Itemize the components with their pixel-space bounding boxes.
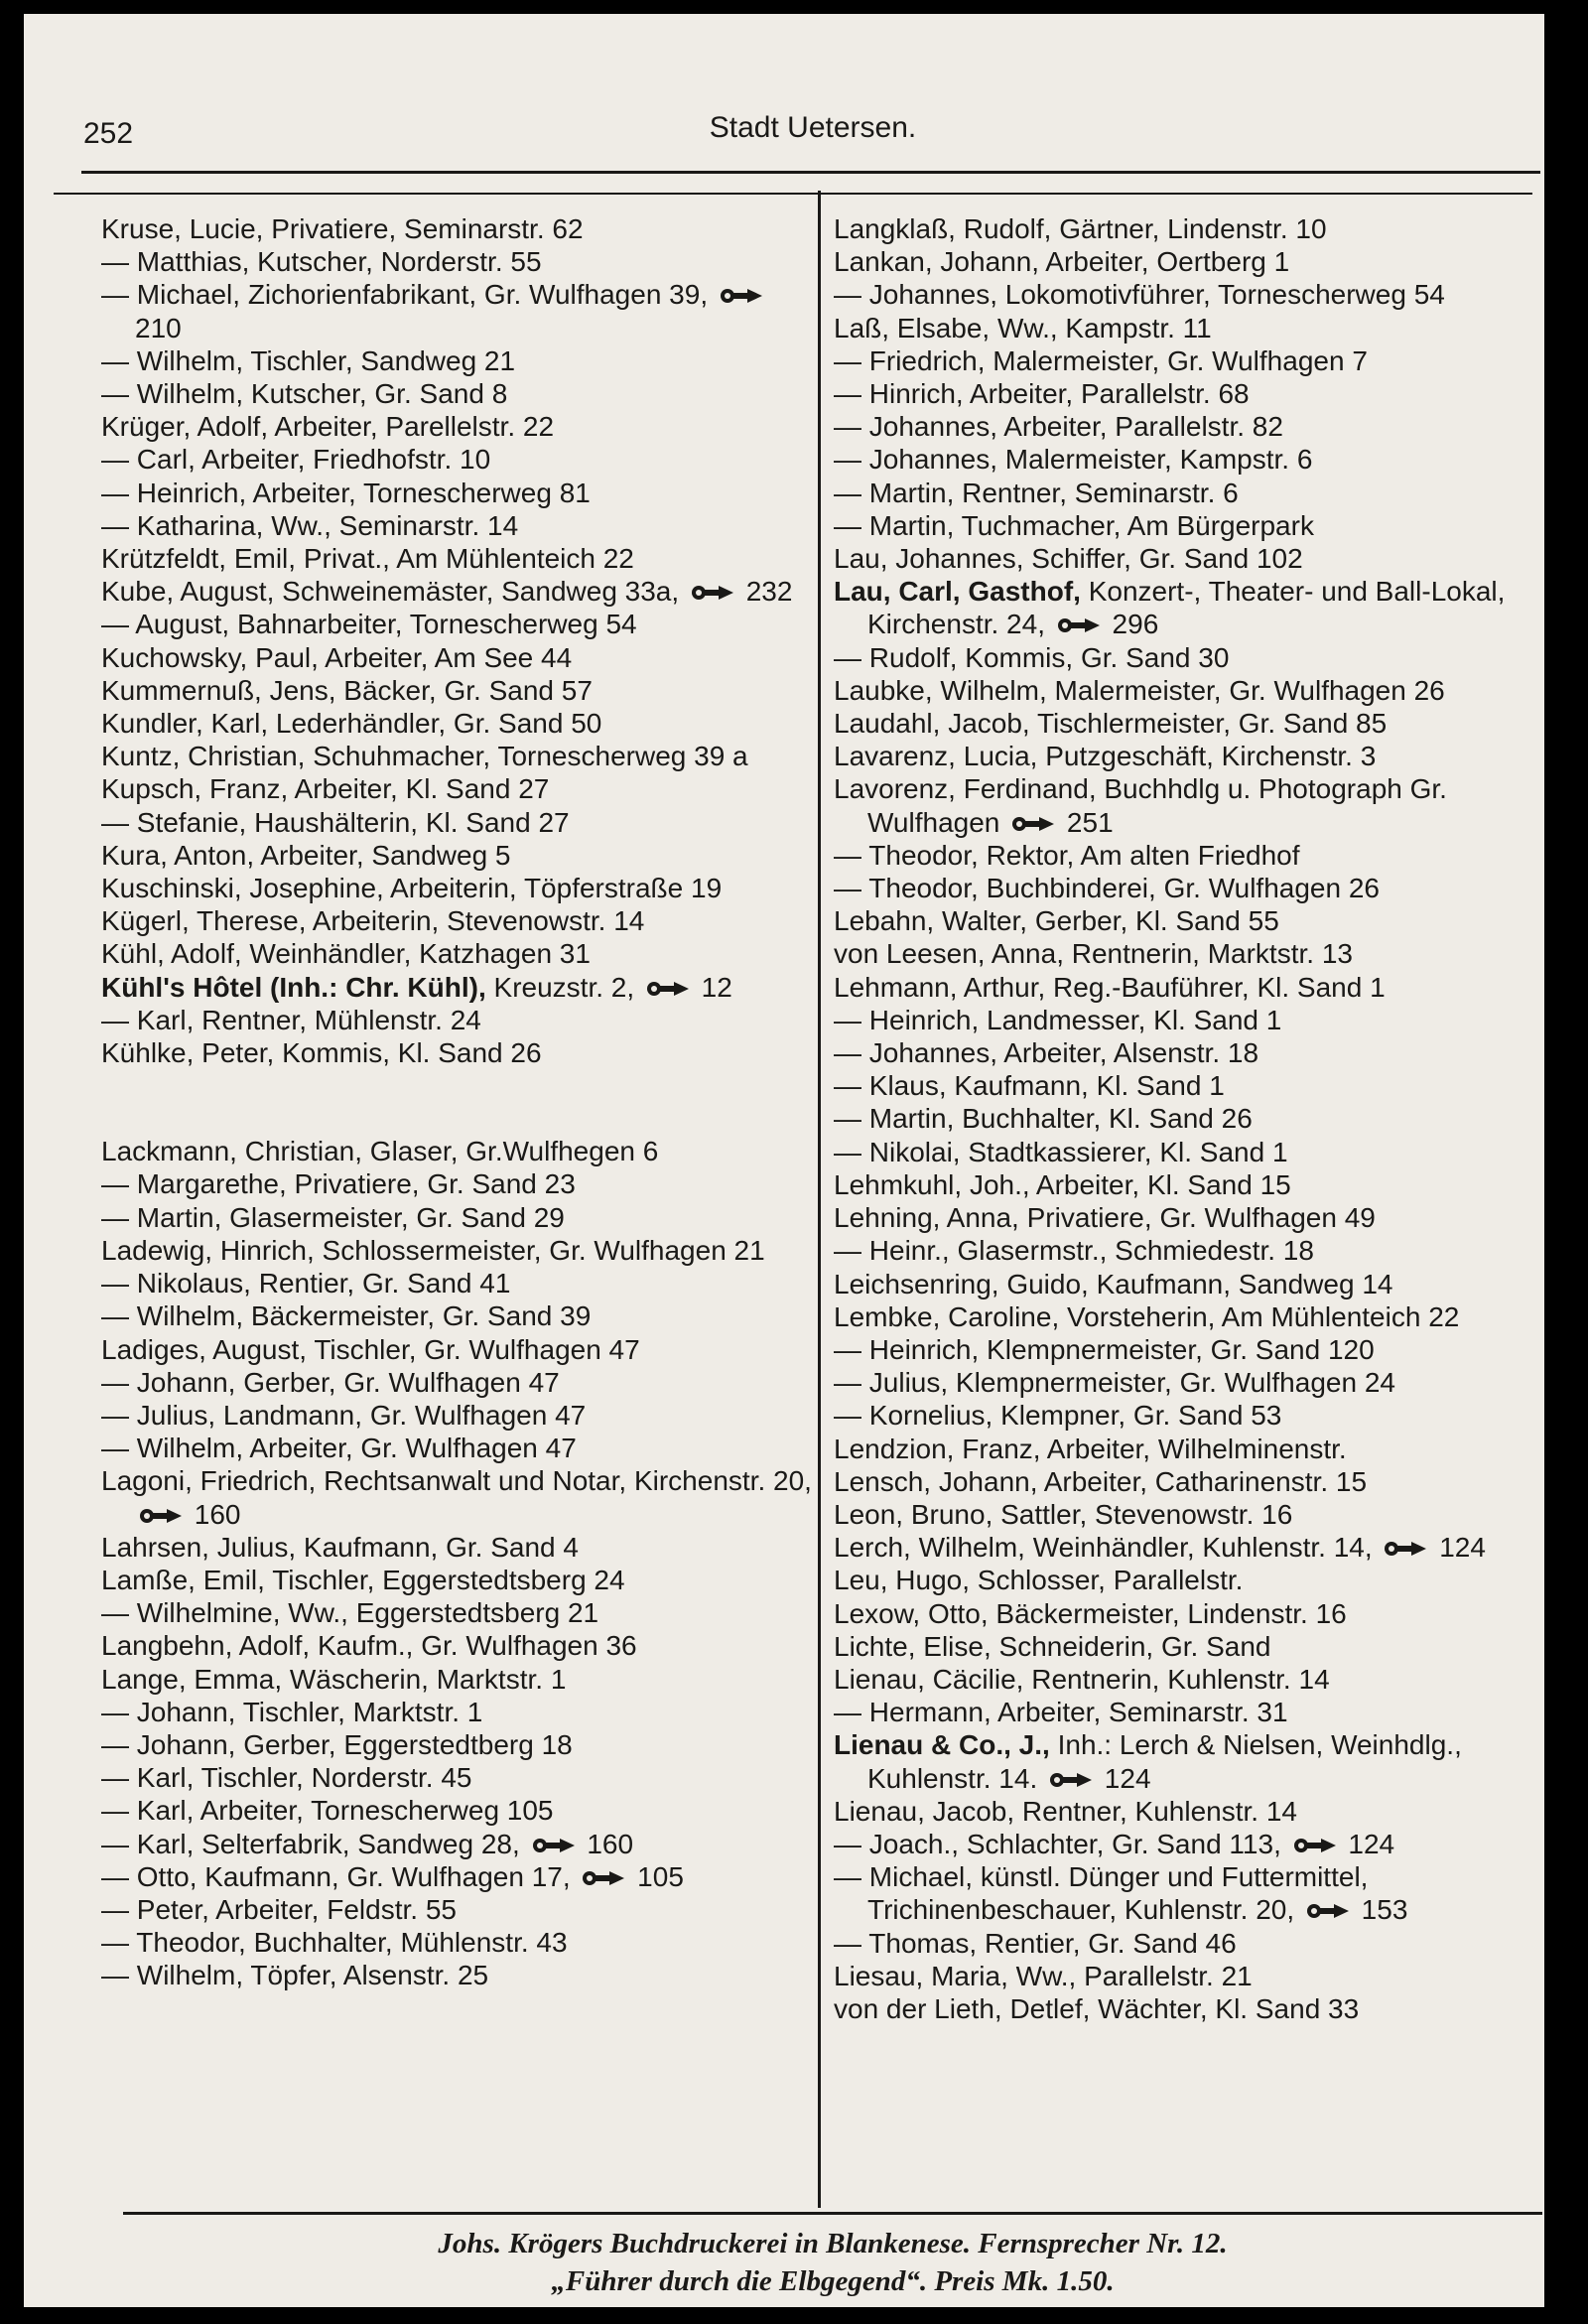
directory-entry: Lehning, Anna, Privatiere, Gr. Wulfhagen 49 xyxy=(834,1202,1376,1234)
directory-entry: Kuntz, Christian, Schuhmacher, Tornescherweg 39 a xyxy=(101,741,748,772)
directory-entry: Lehmann, Arthur, Reg.-Bauführer, Kl. Sand 1 xyxy=(834,971,1386,1003)
directory-entry: — Karl, Tischler, Norderstr. 45 xyxy=(101,1762,472,1794)
directory-entry: — Johann, Gerber, Eggerstedtberg 18 xyxy=(101,1728,573,1760)
directory-entry: — Martin, Rentner, Seminarstr. 6 xyxy=(834,477,1239,508)
section-gap xyxy=(101,1069,812,1135)
directory-entry: — Karl, Rentner, Mühlenstr. 24 xyxy=(101,1004,481,1035)
directory-entry: Kupsch, Franz, Arbeiter, Kl. Sand 27 xyxy=(101,773,550,805)
directory-entry: — Martin, Buchhalter, Kl. Sand 26 xyxy=(834,1103,1253,1135)
telephone-icon xyxy=(582,1869,625,1887)
directory-entry: Lebahn, Walter, Gerber, Kl. Sand 55 xyxy=(834,905,1279,937)
page-title: Stadt Uetersen. xyxy=(709,111,917,144)
page-number: 252 xyxy=(83,117,134,150)
directory-entry: — Wilhelm, Arbeiter, Gr. Wulfhagen 47 xyxy=(101,1433,577,1464)
directory-entry: — Johannes, Arbeiter, Parallelstr. 82 xyxy=(834,411,1283,443)
column-top-rule xyxy=(54,193,1532,195)
directory-entry: Ladiges, August, Tischler, Gr. Wulfhagen 47 xyxy=(101,1333,640,1365)
directory-entry: — Matthias, Kutscher, Norderstr. 55 xyxy=(101,246,542,278)
directory-entry: — Heinr., Glasermstr., Schmiedestr. 18 xyxy=(834,1235,1314,1267)
telephone-icon xyxy=(532,1837,576,1854)
footer-rule xyxy=(123,2212,1542,2215)
directory-entry: Lau, Johannes, Schiffer, Gr. Sand 102 xyxy=(834,543,1303,575)
column-divider xyxy=(818,191,821,2208)
directory-entry: Lehmkuhl, Joh., Arbeiter, Kl. Sand 15 xyxy=(834,1168,1291,1200)
directory-entry: Laubke, Wilhelm, Malermeister, Gr. Wulfhagen 26 xyxy=(834,674,1445,706)
directory-entry: — Michael, Zichorienfabrikant, Gr. Wulfhagen 39, 210 xyxy=(101,278,812,343)
directory-entry: — Wilhelm, Töpfer, Alsenstr. 25 xyxy=(101,1960,489,1991)
directory-entry: Lau, Carl, Gasthof, Konzert-, Theater- und Ball-Lokal, Kirchenstr. 24, 296 xyxy=(834,576,1506,640)
directory-entry: — Kornelius, Klempner, Gr. Sand 53 xyxy=(834,1400,1282,1432)
directory-entry: Lexow, Otto, Bäckermeister, Lindenstr. 16 xyxy=(834,1597,1347,1629)
directory-entry: — Theodor, Buchhalter, Mühlenstr. 43 xyxy=(101,1927,568,1959)
directory-entry: Kundler, Karl, Lederhändler, Gr. Sand 50 xyxy=(101,708,602,740)
directory-entry: — Julius, Klempnermeister, Gr. Wulfhagen 24 xyxy=(834,1367,1395,1399)
directory-entry: — Johann, Tischler, Marktstr. 1 xyxy=(101,1696,483,1727)
page-header xyxy=(83,111,1542,167)
directory-entry: — Klaus, Kaufmann, Kl. Sand 1 xyxy=(834,1070,1225,1102)
directory-entry: Kruse, Lucie, Privatiere, Seminarstr. 62 xyxy=(101,213,584,244)
directory-entry: Lavarenz, Lucia, Putzgeschäft, Kirchenstr. 3 xyxy=(834,741,1377,772)
directory-entry: Lahrsen, Julius, Kaufmann, Gr. Sand 4 xyxy=(101,1531,579,1563)
telephone-icon xyxy=(1049,1771,1093,1789)
directory-entry: Lange, Emma, Wäscherin, Marktstr. 1 xyxy=(101,1663,567,1695)
directory-entry: — August, Bahnarbeiter, Tornescherweg 54 xyxy=(101,609,637,640)
directory-entry: Krüger, Adolf, Arbeiter, Parellelstr. 22 xyxy=(101,411,555,443)
directory-entry: Lagoni, Friedrich, Rechtsanwalt und Notar, Kirchenstr. 20, 160 xyxy=(101,1465,812,1530)
directory-entry: Lerch, Wilhelm, Weinhändler, Kuhlenstr. 14, 124 xyxy=(834,1532,1486,1564)
footer-line-2: „Führer durch die Elbgegend“. Preis Mk. 1.50. xyxy=(551,2265,1115,2297)
directory-entry: Krützfeldt, Emil, Privat., Am Mühlenteich 22 xyxy=(101,543,634,575)
directory-entry: Kühlke, Peter, Kommis, Kl. Sand 26 xyxy=(101,1037,542,1069)
directory-entry: Lavorenz, Ferdinand, Buchhdlg u. Photograph Gr. Wulfhagen 251 xyxy=(834,773,1447,838)
directory-entry: — Wilhelm, Bäckermeister, Gr. Sand 39 xyxy=(101,1300,592,1332)
directory-entry: — Wilhelm, Kutscher, Gr. Sand 8 xyxy=(101,378,508,410)
directory-entry: — Martin, Tuchmacher, Am Bürgerpark xyxy=(834,509,1314,541)
directory-entry: Liesau, Maria, Ww., Parallelstr. 21 xyxy=(834,1960,1253,1991)
directory-entry: Kummernuß, Jens, Bäcker, Gr. Sand 57 xyxy=(101,674,593,706)
right-column xyxy=(834,212,1534,2025)
firm-name: Lienau & Co., J., xyxy=(834,1729,1050,1761)
footer-line-1: Johs. Krögers Buchdruckerei in Blankenese. Fernsprecher Nr. 12. xyxy=(438,2228,1228,2259)
directory-entry: — Johannes, Malermeister, Kampstr. 6 xyxy=(834,444,1313,476)
telephone-icon xyxy=(1306,1902,1350,1920)
directory-entry: — Michael, künstl. Dünger und Futtermittel, Trichinenbeschauer, Kuhlenstr. 20, 153 xyxy=(834,1861,1408,1926)
directory-entry: von Leesen, Anna, Rentnerin, Marktstr. 13 xyxy=(834,938,1353,970)
directory-entry: — Heinrich, Landmesser, Kl. Sand 1 xyxy=(834,1004,1282,1035)
directory-entry: Lendzion, Franz, Arbeiter, Wilhelminenstr. xyxy=(834,1433,1347,1464)
directory-entry: — Johannes, Lokomotivführer, Tornescherweg 54 xyxy=(834,279,1445,311)
directory-entry: Leon, Bruno, Sattler, Stevenowstr. 16 xyxy=(834,1498,1293,1530)
directory-entry: — Otto, Kaufmann, Gr. Wulfhagen 17, 105 xyxy=(101,1860,684,1892)
directory-entry: Lamße, Emil, Tischler, Eggerstedtsberg 24 xyxy=(101,1564,625,1595)
directory-entry: — Katharina, Ww., Seminarstr. 14 xyxy=(101,509,519,541)
directory-entry: Lensch, Johann, Arbeiter, Catharinenstr. 15 xyxy=(834,1465,1368,1497)
directory-entry: — Nikolaus, Rentier, Gr. Sand 41 xyxy=(101,1268,511,1299)
directory-entry: Laudahl, Jacob, Tischlermeister, Gr. Sand 85 xyxy=(834,708,1388,740)
directory-entry: — Hermann, Arbeiter, Seminarstr. 31 xyxy=(834,1697,1288,1728)
directory-entry: Laß, Elsabe, Ww., Kampstr. 11 xyxy=(834,312,1212,343)
telephone-icon xyxy=(646,980,690,998)
directory-entry: — Wilhelm, Tischler, Sandweg 21 xyxy=(101,344,516,376)
directory-entry: Leu, Hugo, Schlosser, Parallelstr. xyxy=(834,1565,1244,1596)
directory-entry: — Johann, Gerber, Gr. Wulfhagen 47 xyxy=(101,1366,560,1398)
directory-entry: — Heinrich, Arbeiter, Tornescherweg 81 xyxy=(101,477,591,508)
telephone-icon xyxy=(720,287,763,305)
directory-entry: — Friedrich, Malermeister, Gr. Wulfhagen 7 xyxy=(834,344,1368,376)
directory-entry: — Nikolai, Stadtkassierer, Kl. Sand 1 xyxy=(834,1136,1288,1167)
directory-entry: — Heinrich, Klempnermeister, Gr. Sand 120 xyxy=(834,1333,1375,1365)
directory-entry: — Margarethe, Privatiere, Gr. Sand 23 xyxy=(101,1168,576,1200)
directory-entry: Kühl, Adolf, Weinhändler, Katzhagen 31 xyxy=(101,938,591,970)
directory-entry: Ladewig, Hinrich, Schlossermeister, Gr. Wulfhagen 21 xyxy=(101,1234,765,1266)
directory-entry: — Theodor, Rektor, Am alten Friedhof xyxy=(834,839,1300,871)
telephone-icon xyxy=(1057,616,1101,634)
directory-entry: von der Lieth, Detlef, Wächter, Kl. Sand 33 xyxy=(834,1992,1360,2024)
directory-entry: — Johannes, Arbeiter, Alsenstr. 18 xyxy=(834,1037,1259,1069)
firm-name: Lau, Carl, Gasthof, xyxy=(834,576,1081,608)
directory-entry: Kuchowsky, Paul, Arbeiter, Am See 44 xyxy=(101,641,573,673)
directory-entry: Lienau, Jacob, Rentner, Kuhlenstr. 14 xyxy=(834,1795,1297,1827)
directory-entry: — Hinrich, Arbeiter, Parallelstr. 68 xyxy=(834,378,1250,410)
telephone-icon xyxy=(1293,1837,1337,1854)
directory-entry: Langbehn, Adolf, Kaufm., Gr. Wulfhagen 36 xyxy=(101,1630,637,1662)
directory-entry: — Rudolf, Kommis, Gr. Sand 30 xyxy=(834,641,1230,673)
telephone-icon xyxy=(691,584,734,602)
directory-entry: — Peter, Arbeiter, Feldstr. 55 xyxy=(101,1893,457,1925)
directory-entry: — Stefanie, Haushälterin, Kl. Sand 27 xyxy=(101,806,570,838)
header-rule xyxy=(81,171,1540,174)
directory-entry: — Carl, Arbeiter, Friedhofstr. 10 xyxy=(101,444,491,476)
directory-entry: — Karl, Selterfabrik, Sandweg 28, 160 xyxy=(101,1828,634,1859)
directory-entry: Kuschinski, Josephine, Arbeiterin, Töpferstraße 19 xyxy=(101,873,723,904)
directory-entry: — Julius, Landmann, Gr. Wulfhagen 47 xyxy=(101,1399,587,1431)
directory-entry: Lankan, Johann, Arbeiter, Oertberg 1 xyxy=(834,246,1290,278)
directory-entry: Kura, Anton, Arbeiter, Sandweg 5 xyxy=(101,839,511,871)
directory-entry: Leichsenring, Guido, Kaufmann, Sandweg 14 xyxy=(834,1268,1393,1299)
telephone-icon xyxy=(1011,815,1055,833)
directory-entry: — Theodor, Buchbinderei, Gr. Wulfhagen 26 xyxy=(834,873,1380,904)
directory-page xyxy=(24,14,1544,2307)
directory-entry: — Karl, Arbeiter, Tornescherweg 105 xyxy=(101,1795,554,1827)
directory-entry: Lembke, Caroline, Vorsteherin, Am Mühlenteich 22 xyxy=(834,1300,1460,1332)
left-column xyxy=(101,212,812,1992)
directory-entry: Kügerl, Therese, Arbeiterin, Stevenowstr. 14 xyxy=(101,905,645,937)
directory-entry: Lackmann, Christian, Glaser, Gr.Wulfhegen 6 xyxy=(101,1136,659,1167)
telephone-icon xyxy=(139,1507,183,1525)
directory-entry: Lichte, Elise, Schneiderin, Gr. Sand xyxy=(834,1630,1271,1662)
directory-entry: Kube, August, Schweinemäster, Sandweg 33a, 232 xyxy=(101,576,793,608)
telephone-icon xyxy=(1384,1540,1427,1558)
firm-name: Kühl's Hôtel (Inh.: Chr. Kühl), xyxy=(101,971,486,1003)
directory-entry: Langklaß, Rudolf, Gärtner, Lindenstr. 10 xyxy=(834,213,1327,244)
directory-entry: — Martin, Glasermeister, Gr. Sand 29 xyxy=(101,1201,565,1233)
directory-entry: Lienau & Co., J., Inh.: Lerch & Nielsen, Weinhdlg., Kuhlenstr. 14. 124 xyxy=(834,1729,1462,1794)
directory-entry: — Wilhelmine, Ww., Eggerstedtsberg 21 xyxy=(101,1597,599,1629)
directory-entry: — Joach., Schlachter, Gr. Sand 113, 124 xyxy=(834,1828,1395,1859)
directory-entry: Lienau, Cäcilie, Rentnerin, Kuhlenstr. 14 xyxy=(834,1663,1330,1695)
directory-entry: Kühl's Hôtel (Inh.: Chr. Kühl), Kreuzstr. 2, 12 xyxy=(101,971,732,1003)
directory-entry: — Thomas, Rentier, Gr. Sand 46 xyxy=(834,1927,1237,1959)
